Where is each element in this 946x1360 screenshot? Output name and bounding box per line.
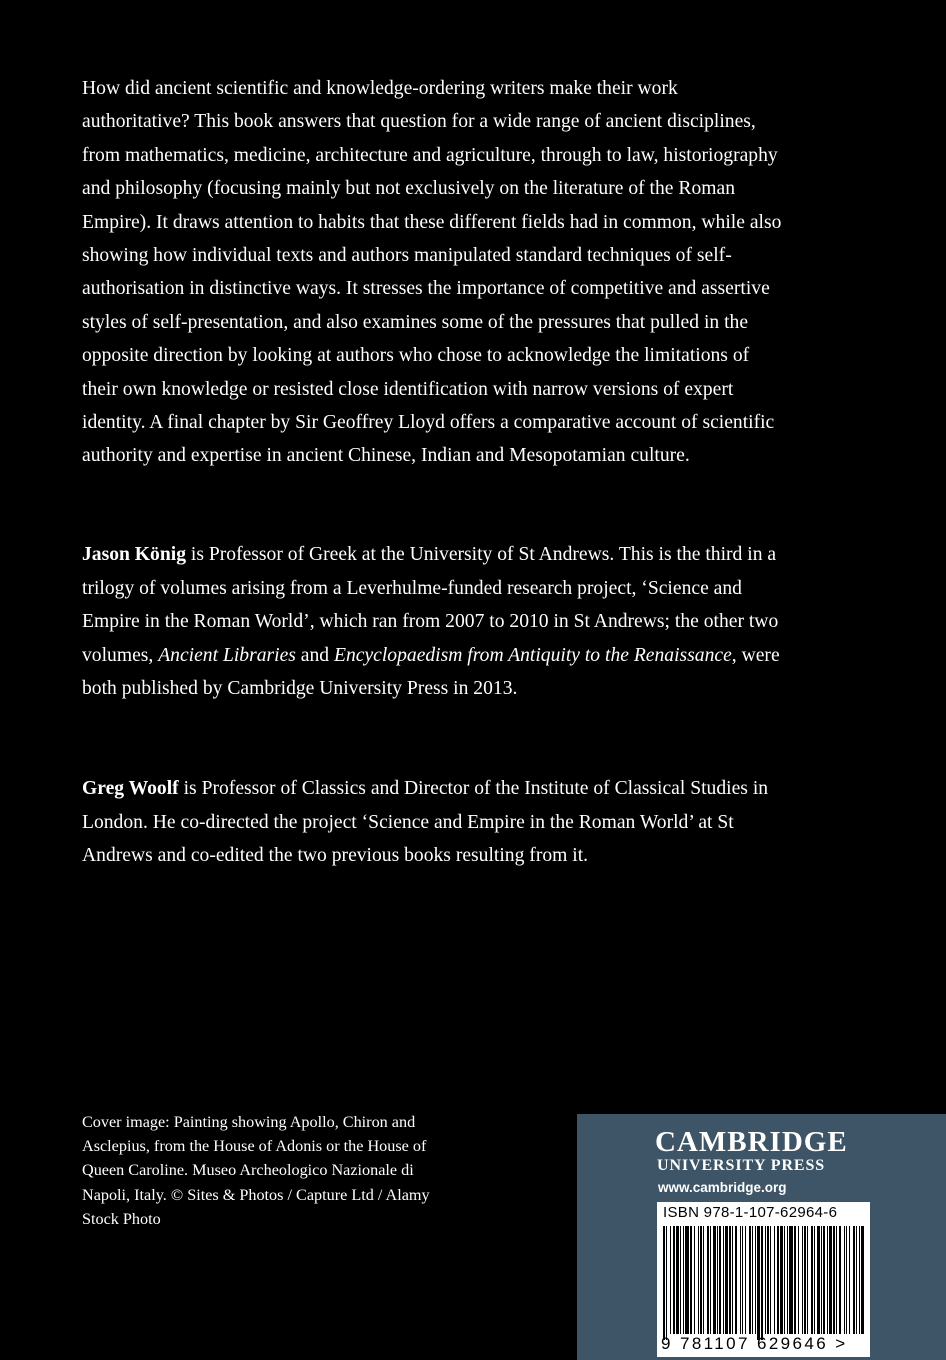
barcode-bar — [789, 1226, 793, 1334]
barcode-bar — [723, 1226, 724, 1334]
author-name-woolf: Greg Woolf — [82, 778, 179, 799]
barcode-bar — [713, 1226, 716, 1334]
barcode-bar — [827, 1226, 828, 1334]
barcode-bar — [666, 1226, 667, 1340]
book-title-ancient-libraries: Ancient Libraries — [158, 644, 296, 666]
bio-konig-text-1: is Professor of Greek at the University of St Andrews. This is the third in a trilogy of volumes arising from a Leverhulme-funded research project, ‘Science and Empire in the Roman World’, which ran from 2007 to 2010 in St Andrews; the other two volumes, — [82, 544, 779, 666]
publisher-logo-subname: UNIVERSITY PRESS — [657, 1157, 826, 1174]
barcode-bar — [663, 1226, 665, 1340]
barcode-bar — [823, 1226, 825, 1334]
author-bio-woolf — [82, 772, 782, 873]
barcode-bar — [683, 1226, 684, 1334]
barcode-bar — [798, 1226, 799, 1334]
barcode-bar — [787, 1226, 788, 1334]
barcode-bar — [717, 1226, 718, 1334]
barcode-digits: 9 781107 629646 > — [661, 1334, 848, 1353]
barcode-bar — [680, 1226, 681, 1334]
author-bio-konig — [82, 538, 782, 706]
barcode-bar — [690, 1226, 692, 1334]
barcode-bar — [774, 1226, 775, 1334]
barcode-bar — [821, 1226, 822, 1334]
barcode-bar — [780, 1226, 783, 1334]
barcode-bar — [784, 1226, 785, 1334]
bio-woolf-text: is Professor of Classics and Director of the Institute of Classical Studies in London. He co-directed the project ‘Science and Empire in the Roman World’ at St Andrews and co-edited the two previous books resulting from it. — [82, 778, 769, 867]
isbn-label: ISBN 978-1-107-62964-6 — [663, 1204, 838, 1221]
barcode-bar — [859, 1226, 860, 1334]
barcode-bar — [836, 1226, 837, 1334]
barcode-bar — [761, 1226, 763, 1340]
barcode-bar — [673, 1226, 675, 1334]
barcode-bar — [856, 1226, 857, 1334]
barcode-bar — [811, 1226, 813, 1334]
publisher-logo-name: CAMBRIDGE — [655, 1126, 848, 1158]
book-description: How did ancient scientific and knowledge-ordering writers make their work authoritative? This book answers that question for a wide range of ancient disciplines, from mathematics, medicine, architecture and agriculture, through to law, historiography and philosophy (focusing mainly but not exclusively on the literature of the Roman Empire). It draws attention to habits that these different fields had in common, while also showing how individual texts and authors manipulated standard techniques of self-authorisation in distinctive ways. It stresses the importance of competitive and assertive styles of self-presentation, and also examines some of the pressures that pulled in the opposite direction by looking at authors who chose to acknowledge the limitations of their own knowledge or resisted close identification with narrow versions of expert identity. A final chapter by Sir Geoffrey Lloyd offers a comparative account of scientific authority and expertise in ancient Chinese, Indian and Mesopotamian culture. — [82, 78, 782, 467]
barcode-bar — [670, 1226, 671, 1334]
barcode-bar — [700, 1226, 702, 1334]
barcode-bar — [685, 1226, 689, 1334]
barcode-bar — [844, 1226, 845, 1334]
barcode-bar — [694, 1226, 695, 1334]
cover-image-credit: Cover image: Painting showing Apollo, Chiron and Asclepius, from the House of Adonis or the House of Queen Caroline. Museo Archeologico Nazionale di Napoli, Italy. © Sites & Photos / Capture Ltd / Alamy Stock Photo — [82, 1113, 430, 1228]
barcode-bar — [829, 1226, 832, 1334]
barcode-bar — [794, 1226, 796, 1334]
barcode-bar — [735, 1226, 737, 1334]
barcode-bar — [745, 1226, 746, 1334]
publisher-url: www.cambridge.org — [658, 1180, 787, 1195]
barcode-bar — [725, 1226, 728, 1334]
barcode-bar — [770, 1226, 771, 1334]
barcode-bar — [719, 1226, 721, 1334]
barcode-bar — [752, 1226, 753, 1334]
publisher-panel — [577, 1114, 946, 1360]
barcode-bar — [807, 1226, 808, 1334]
barcode-bar — [817, 1226, 820, 1334]
barcode-bar — [804, 1226, 806, 1334]
barcode-bar — [757, 1226, 760, 1340]
barcode-bar — [861, 1226, 864, 1334]
barcode-bar — [765, 1226, 766, 1334]
bio-konig-text-2: and — [295, 644, 334, 666]
barcode-bar — [853, 1226, 855, 1334]
book-title-encyclopaedism: Encyclopaedism from Antiquity to the Renaissance — [334, 644, 732, 666]
barcode-bar — [814, 1226, 815, 1334]
barcode-bar — [740, 1226, 741, 1334]
barcode-bar — [707, 1226, 709, 1334]
bio-konig-text-3: , were both published by Cambridge University Press in 2013. — [82, 644, 780, 700]
barcode-bar — [777, 1226, 779, 1334]
barcode-bar — [676, 1226, 679, 1334]
barcode-bar — [802, 1226, 803, 1334]
barcode-bar — [833, 1226, 835, 1334]
barcode-bar — [742, 1226, 743, 1334]
barcode-bar — [729, 1226, 731, 1334]
barcode-bar — [703, 1226, 704, 1334]
barcode-bar — [698, 1226, 699, 1334]
barcode-bar — [732, 1226, 733, 1334]
barcode-bar — [749, 1226, 751, 1334]
barcode-bar — [767, 1226, 769, 1334]
author-name-konig: Jason König — [82, 544, 186, 565]
barcode-bar — [846, 1226, 847, 1334]
barcode-bar — [839, 1226, 841, 1334]
barcode-bar — [755, 1226, 756, 1334]
barcode-box — [657, 1202, 870, 1357]
barcode-bar — [710, 1226, 711, 1334]
barcode-bar — [849, 1226, 850, 1334]
